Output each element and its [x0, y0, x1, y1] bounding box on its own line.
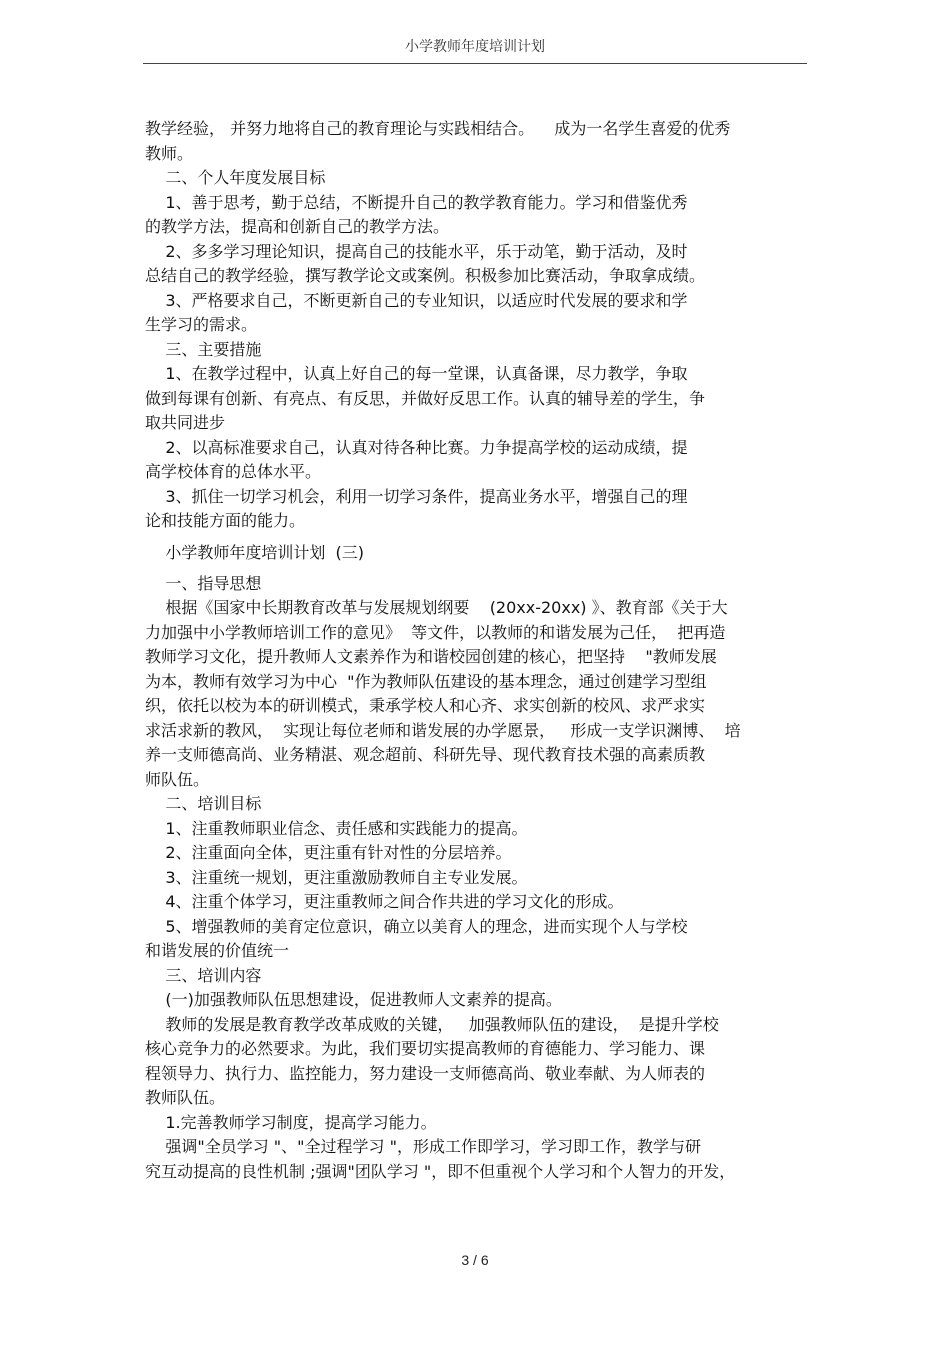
text-line: 和谐发展的价值统一: [145, 941, 290, 960]
section-heading: 三、培训内容: [145, 965, 262, 985]
text-line: 做到每课有创新、有亮点、有反思，并做好反思工作。认真的辅导差的学生，争: [145, 388, 706, 408]
text-line: (一)加强教师队伍思想建设，促进教师人文素养的提高。: [145, 990, 562, 1009]
text-line: 强调"全员学习 "、"全过程学习 "，形成工作即学习，学习即工作，教学与研: [145, 1137, 701, 1156]
document-body: [145, 117, 807, 1184]
text-line: 2、多多学习理论知识，提高自己的技能水平，乐于动笔，勤于活动，及时: [145, 241, 688, 261]
text-line: 为本，教师有效学习为中心 "作为教师队伍建设的基本理念，通过创建学习型组: [145, 671, 707, 691]
text-line: 总结自己的教学经验，撰写教学论文或案例。积极参加比赛活动，争取拿成绩。: [145, 266, 706, 285]
text-line: 4、注重个体学习，更注重教师之间合作共进的学习文化的形成。: [145, 892, 624, 911]
text-line: 教师学习文化，提升教师人文素养作为和谐校园创建的核心，把坚持 "教师发展: [145, 647, 717, 666]
text-line: 核心竞争力的必然要求。为此，我们要切实提高教师的育德能力、学习能力、课: [145, 1039, 706, 1058]
text-line: 1.完善教师学习制度，提高学习能力。: [145, 1112, 437, 1132]
text-line: 的教学方法，提高和创新自己的教学方法。: [145, 217, 450, 236]
text-line: 力加强中小学教师培训工作的意见》 等文件，以教师的和谐发展为己任， 把再造: [145, 622, 726, 642]
text-line: 取共同进步: [145, 413, 226, 432]
text-line: 论和技能方面的能力。: [145, 511, 306, 530]
page-header-title: 小学教师年度培训计划: [405, 39, 545, 55]
text-line: 究互动提高的良性机制 ;强调"团队学习 "，即不但重视个人学习和个人智力的开发，: [145, 1161, 736, 1181]
header-divider: [143, 63, 807, 64]
section-heading: 二、个人年度发展目标: [145, 168, 326, 187]
text-line: 师队伍。: [145, 769, 210, 789]
text-line: 1、善于思考，勤于总结，不断提升自己的教学教育能力。学习和借鉴优秀: [145, 192, 688, 212]
text-line: 生学习的需求。: [145, 315, 258, 334]
page-number: 3 / 6: [461, 1252, 489, 1268]
text-line: 3、抓住一切学习机会，利用一切学习条件，提高业务水平，增强自己的理: [145, 486, 688, 506]
text-line: 教师的发展是教育教学改革成败的关键， 加强教师队伍的建设， 是提升学校: [145, 1014, 719, 1034]
text-line: 织，依托以校为本的研训模式，秉承学校人和心齐、求实创新的校风、求严求实: [145, 696, 706, 715]
text-line: 教师。: [145, 143, 194, 163]
document-section-title: 小学教师年度培训计划 (三): [145, 542, 365, 562]
text-line: 2、注重面向全体，更注重有针对性的分层培养。: [145, 843, 512, 862]
text-line: 1、在教学过程中，认真上好自己的每一堂课，认真备课，尽力教学，争取: [145, 364, 688, 383]
text-line: 3、严格要求自己，不断更新自己的专业知识，以适应时代发展的要求和学: [145, 290, 688, 310]
text-line: 求活求新的教风， 实现让每位老师和谐发展的办学愿景， 形成一支学识渊博、 培: [145, 720, 741, 740]
text-line: 教学经验， 并努力地将自己的教育理论与实践相结合。 成为一名学生喜爱的优秀: [145, 119, 731, 138]
text-line: 养一支师德高尚、业务精湛、观念超前、科研先导、现代教育技术强的高素质教: [145, 745, 706, 764]
text-line: 2、以高标准要求自己，认真对待各种比赛。力争提高学校的运动成绩，提: [145, 437, 688, 457]
text-line: 5、增强教师的美育定位意识，确立以美育人的理念，进而实现个人与学校: [145, 916, 688, 936]
section-heading: 一、指导思想: [145, 573, 262, 593]
text-line: 高学校体育的总体水平。: [145, 462, 322, 481]
text-line: 教师队伍。: [145, 1088, 226, 1107]
section-heading: 三、主要措施: [145, 339, 262, 359]
text-line: 1、注重教师职业信念、责任感和实践能力的提高。: [145, 818, 528, 838]
text-line: 程领导力、执行力、监控能力，努力建设一支师德高尚、敬业奉献、为人师表的: [145, 1063, 706, 1083]
text-line: 3、注重统一规划，更注重激励教师自主专业发展。: [145, 867, 528, 887]
text-line: 根据《国家中长期教育改革与发展规划纲要 (20xx-20xx) 》、教育部《关于大: [145, 598, 728, 617]
section-heading: 二、培训目标: [145, 794, 262, 813]
